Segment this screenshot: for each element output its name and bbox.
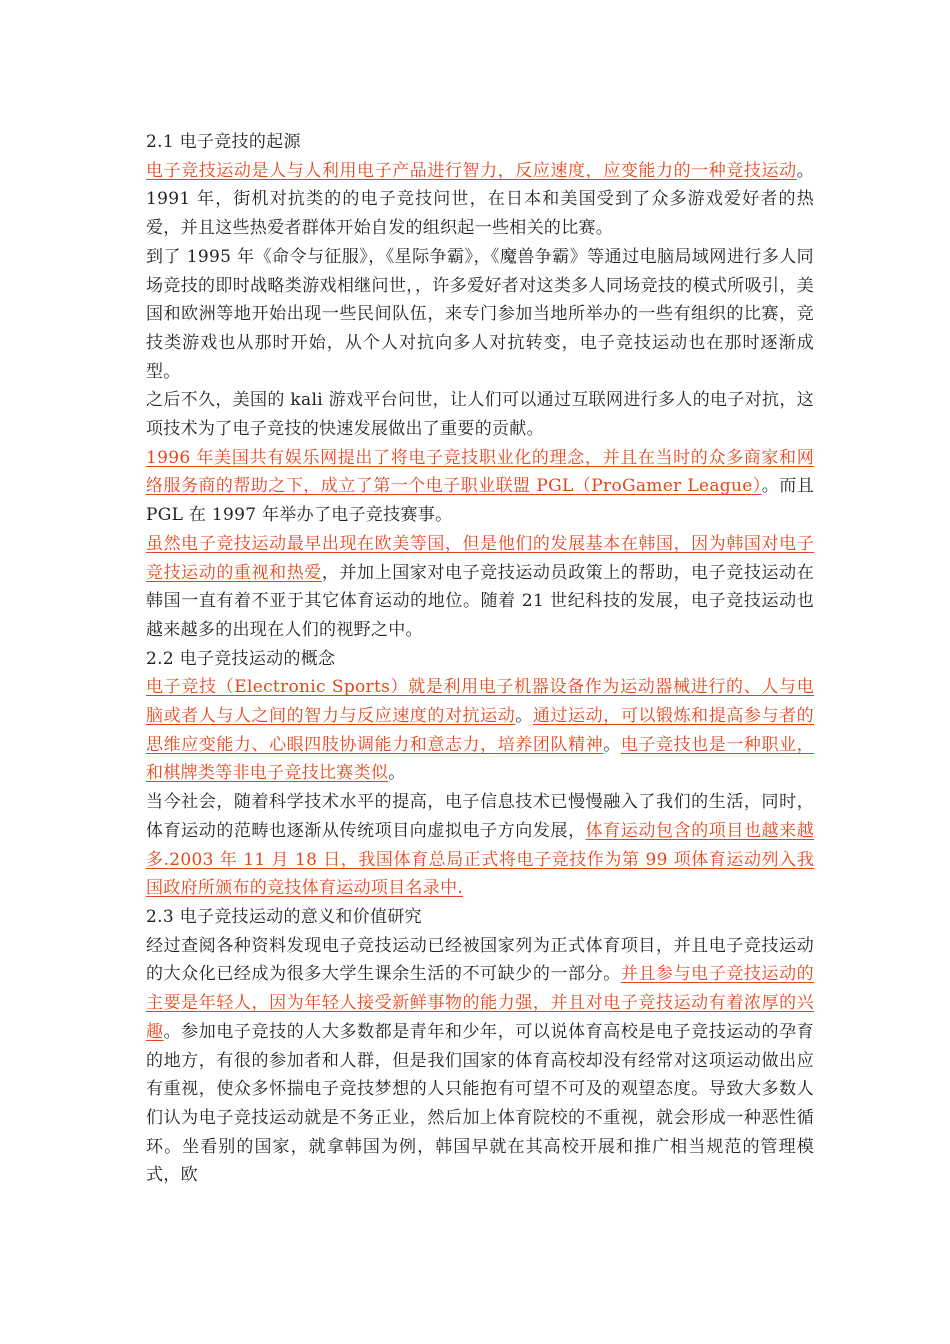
paragraph [146,386,814,443]
section-heading: 2.1 电子竞技的起源 [146,132,301,152]
body-text: 。 [388,763,406,784]
paragraph [146,932,814,1190]
body-text: 到了 1995 年《命令与征服》，《星际争霸》，《魔兽争霸》等通过电脑局域网进行多人同场竞技的即时战略类游戏相继问世，，许多爱好者对这类多人同场竞技的模式所吸引，美国和欧洲等地开始出现一些民间队伍，来专门参加当地所举办的一些有组织的比赛，竞技类游戏也从那时开始，从个人对抗向多人对抗转变，电子竞技运动也在那时逐渐成型。 [146,246,814,382]
highlighted-text: 电子竞技也是一种职业，和棋牌类等非电子竞技比赛类似 [146,734,814,784]
body-text: 。 [515,706,533,727]
paragraph [146,788,814,903]
paragraph [146,243,814,387]
highlighted-text: 虽然电子竞技运动最早出现在欧美等国，但是他们的发展基本在韩国，因为韩国对电子竞技运动的重视和热爱 [146,533,814,583]
body-text: 。1991 年，街机对抗类的的电子竞技问世，在日本和美国受到了众多游戏爱好者的热爱，并且这些热爱者群体开始自发的组织起一些相关的比赛。 [146,160,814,239]
highlighted-text: 1996 年美国共有娱乐网提出了将电子竞技职业化的理念，并且在当时的众多商家和网络服务商的帮助之下，成立了第一个电子职业联盟 PGL（ProGamer League） [146,447,814,497]
body-text: 。参加电子竞技的人大多数都是青年和少年，可以说体育高校是电子竞技运动的孕育的地方，有很的参加者和人群，但是我们国家的体育高校却没有经常对这项运动做出应有重视，使众多怀揣电子竞技梦想的人只能抱有可望不可及的观望态度。导致大多数人们认为电子竞技运动就是不务正业，然后加上体育院校的不重视，就会形成一种恶性循环。坐看别的国家，就拿韩国为例，韩国早就在其高校开展和推广相当规范的管理模式，欧 [146,1021,814,1186]
section-heading: 2.3 电子竞技运动的意义和价值研究 [146,906,422,927]
paragraph [146,157,814,243]
body-text: 当今社会，随着科学技术水平的提高，电子信息技术已慢慢融入了我们的生活，同时，体育运动的范畴也逐渐从传统项目向虚拟电子方向发展， [146,792,814,841]
body-text: ，并加上国家对电子竞技运动员政策上的帮助，电子竞技运动在韩国一直有着不亚于其它体育运动的地位。随着 21 世纪科技的发展，电子竞技运动也越来越多的出现在人们的视野之中。 [146,562,815,640]
body-text: 。 [603,734,621,755]
body-text: 。而且 PGL 在 1997 年举办了电子竞技赛事。 [146,476,814,526]
section-heading: 2.2 电子竞技运动的概念 [146,648,336,669]
highlighted-text: 电子竞技运动是人与人利用电子产品进行智力，反应速度，应变能力的一种竞技运动 [146,160,797,181]
paragraph [146,530,814,645]
highlighted-text: 通过运动，可以锻炼和提高参与者的思维应变能力、心眼四肢协调能力和意志力，培养团队精神 [146,706,814,755]
body-text: 之后不久，美国的 kali 游戏平台问世，让人们可以通过互联网进行多人的电子对抗，这项技术为了电子竞技的快速发展做出了重要的贡献。 [146,390,814,440]
paragraph [146,444,814,530]
highlighted-text: 体育运动包含的项目也越来越多.2003 年 11 月 18 日，我国体育总局正式将电子竞技作为第 99 项体育运动列入我国政府所颁布的竞技体育运动项目名录中. [146,820,815,899]
highlighted-text: 并且参与电子竞技运动的主要是年轻人，因为年轻人接受新鲜事物的能力强，并且对电子竞技运动有着浓厚的兴趣 [146,964,814,1042]
highlighted-text: 电子竞技（Electronic Sports）就是利用电子机器设备作为运动器械进行的、人与电脑或者人与人之间的智力与反应速度的对抗运动 [146,677,814,727]
paragraph [146,673,814,788]
document-body [146,128,814,1190]
body-text: 经过查阅各种资料发现电子竞技运动已经被国家列为正式体育项目，并且电子竞技运动的大众化已经成为很多大学生课余生活的不可缺少的一部分。 [146,935,814,985]
